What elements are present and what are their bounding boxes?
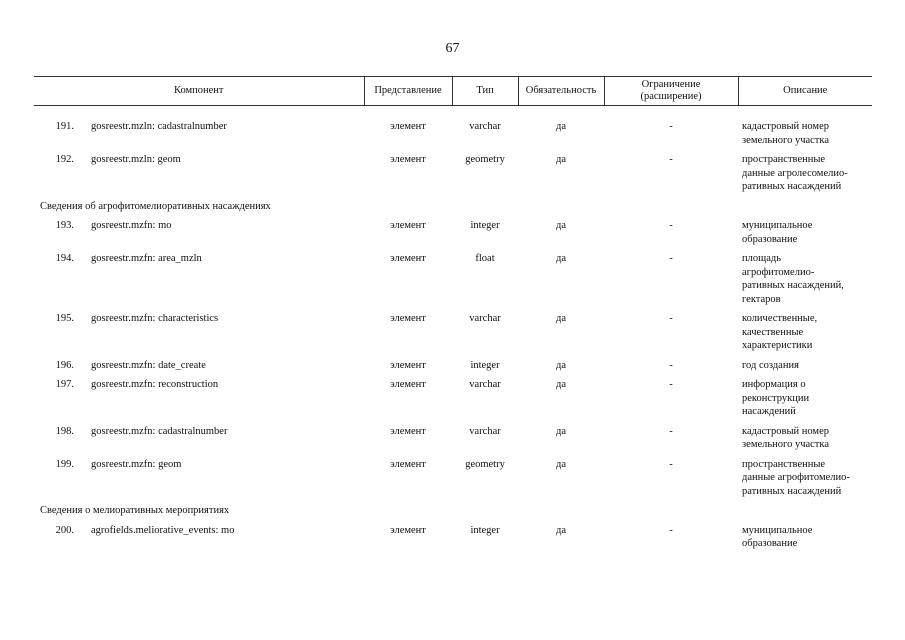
table-row [34,425,872,458]
spec-table [34,76,872,557]
header-representation: Представление [364,77,452,106]
row-component: gosreestr.mzfn: date_create [91,359,206,371]
row-description [738,524,872,557]
row-restriction: - [669,458,673,470]
header-component: Компонент [34,77,364,106]
table-body [34,106,872,557]
table-row [34,219,872,252]
row-description [738,312,872,359]
row-component: gosreestr.mzfn: cadastralnumber [91,425,228,437]
row-description-line: муниципальное [742,524,813,536]
row-type: integer [470,524,500,536]
row-description-line: реконструкции [742,392,810,404]
row-description-line: образование [742,538,798,549]
row-description-line: пространственные [742,154,826,165]
header-restriction-line2: (расширение) [640,91,702,102]
row-restriction: - [669,524,673,536]
row-description [738,252,872,312]
row-required: да [556,359,567,371]
row-required: да [556,379,567,390]
row-description-line: площадь [742,253,782,264]
table-row [34,312,872,359]
table-row [34,458,872,505]
row-number: 197. [55,379,74,390]
row-required: да [556,425,567,437]
row-description [738,458,872,505]
row-description-line: данные агролесомелио- [742,167,848,179]
row-type: varchar [469,425,501,437]
row-type: integer [470,359,500,371]
row-description-line: насаждений [742,406,796,417]
table-header-row [34,77,872,106]
row-component: gosreestr.mzfn: reconstruction [91,379,219,390]
row-description-line: информация о [742,379,806,390]
row-required: да [556,313,567,324]
row-component: gosreestr.mzfn: mo [91,220,172,231]
row-number: 194. [55,253,74,264]
row-description-line: образование [742,233,798,245]
row-description-line: ративных насаждений, [742,280,844,291]
row-number: 192. [55,154,74,165]
row-component: agrofields.meliorative_events: mo [91,524,235,536]
row-restriction: - [669,359,673,371]
row-restriction: - [669,154,673,165]
row-description-line: кадастровый номер [742,425,829,437]
row-component: gosreestr.mzfn: geom [91,458,182,470]
row-required: да [556,524,567,536]
row-description-line: ративных насаждений [742,181,842,192]
table-spacer [34,106,872,121]
row-description [738,219,872,252]
row-number: 193. [55,220,74,231]
row-restriction: - [669,379,673,390]
row-type: integer [470,220,500,231]
row-description-line: муниципальное [742,220,813,231]
row-type: geometry [465,458,505,470]
row-restriction: - [669,121,673,132]
row-representation: элемент [390,379,426,390]
section-heading-row [34,200,872,220]
table-row [34,153,872,200]
row-component: gosreestr.mzfn: area_mzln [91,253,202,264]
row-number: 198. [55,425,74,437]
row-type: varchar [469,379,501,390]
section-heading: Сведения об агрофитомелиоративных насаждениях [40,200,271,212]
header-restriction-line1: Ограничение [641,79,701,90]
row-description-line: земельного участка [742,134,829,146]
row-description-line: земельного участка [742,439,829,450]
row-type: varchar [469,121,501,132]
row-description [738,359,872,379]
table-row [34,378,872,425]
row-type: float [475,253,495,264]
row-description [738,425,872,458]
row-representation: элемент [390,121,426,132]
header-required: Обязательность [518,77,604,106]
row-description-line: характеристики [742,340,813,351]
row-description-line: пространственные [742,458,826,470]
row-description [738,378,872,425]
row-component: gosreestr.mzfn: characteristics [91,313,219,324]
row-number: 195. [55,313,74,324]
row-restriction: - [669,425,673,437]
row-type: geometry [465,154,505,165]
row-description [738,153,872,200]
header-type: Тип [452,77,518,106]
row-component: gosreestr.mzln: cadastralnumber [91,121,227,132]
row-description-line: кадастровый номер [742,121,829,132]
section-heading: Сведения о мелиоративных мероприятиях [40,505,230,516]
row-component: gosreestr.mzln: geom [91,154,181,165]
row-description-line: год создания [742,359,799,371]
row-representation: элемент [390,425,426,437]
row-representation: элемент [390,154,426,165]
row-representation: элемент [390,524,426,536]
row-required: да [556,220,567,231]
row-description-line: качественные [742,326,804,338]
table-row [34,524,872,557]
row-required: да [556,458,567,470]
row-description-line: гектаров [742,293,781,305]
row-required: да [556,121,567,132]
row-description [738,120,872,153]
row-required: да [556,154,567,165]
row-representation: элемент [390,313,426,324]
row-representation: элемент [390,359,426,371]
row-representation: элемент [390,253,426,264]
row-number: 191. [55,121,74,132]
row-representation: элемент [390,458,426,470]
row-representation: элемент [390,220,426,231]
row-restriction: - [669,313,673,324]
table-row [34,359,872,379]
row-number: 200. [55,524,74,536]
section-heading-row [34,504,872,524]
row-required: да [556,253,567,264]
table-row [34,252,872,312]
row-description-line: агрофитомелио- [742,266,815,278]
header-restriction [604,77,738,106]
table-row [34,120,872,153]
page-number: 67 [445,41,460,56]
row-description-line: ративных насаждений [742,485,842,497]
row-number: 199. [55,458,74,470]
row-description-line: количественные, [742,313,818,324]
row-number: 196. [55,359,74,371]
row-type: varchar [469,313,501,324]
row-restriction: - [669,253,673,264]
row-restriction: - [669,220,673,231]
header-description: Описание [738,77,872,106]
row-description-line: данные агрофитомелио- [742,472,850,483]
